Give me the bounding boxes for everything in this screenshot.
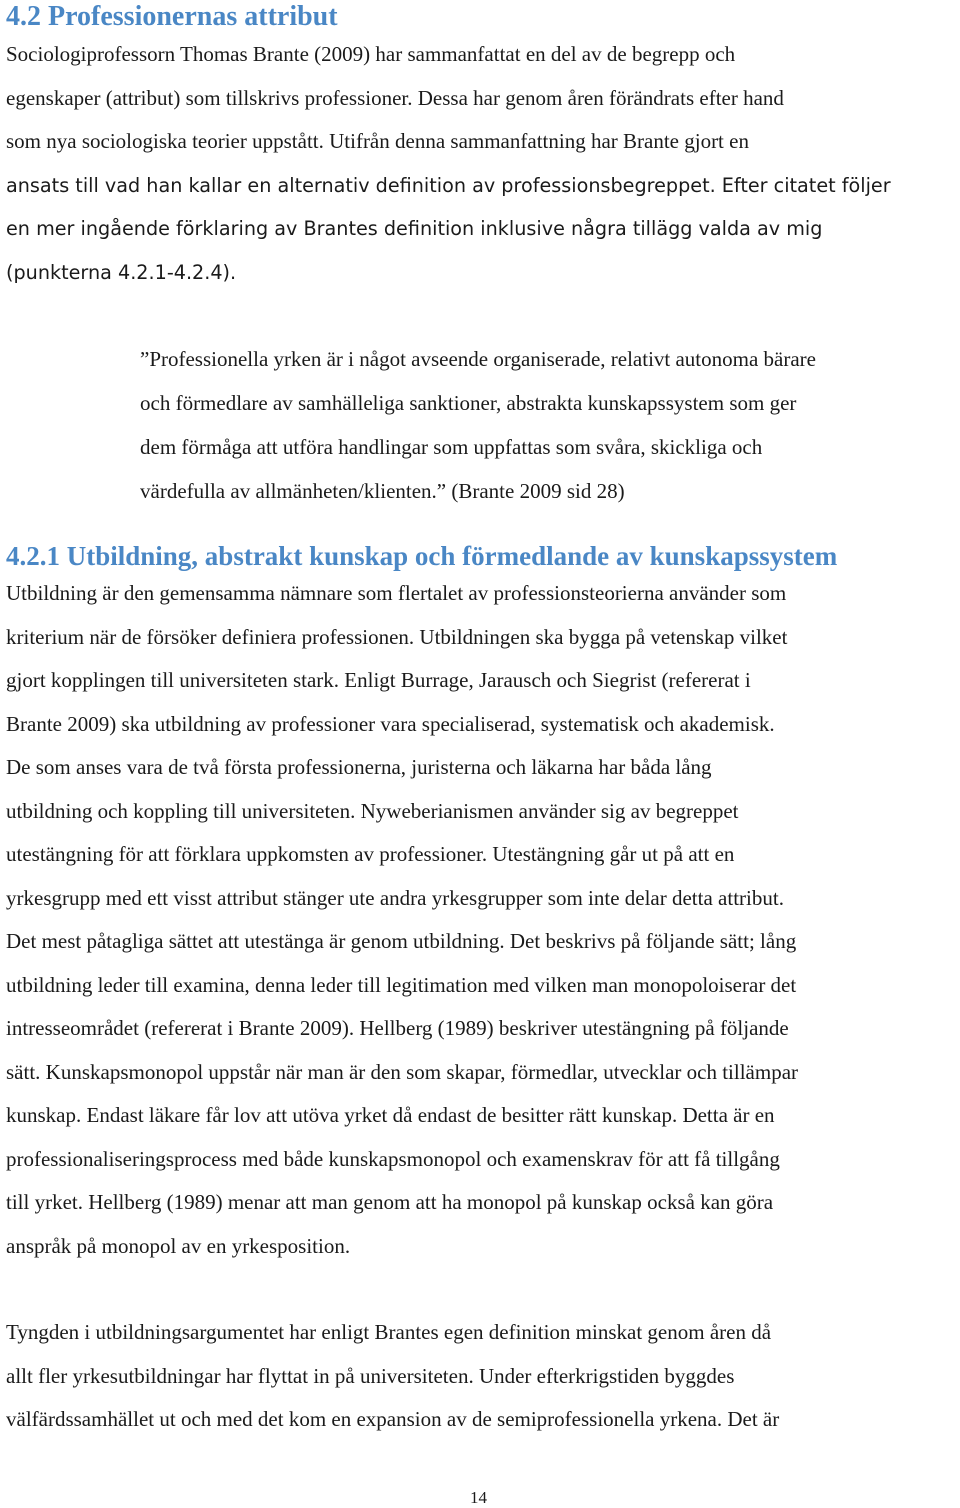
block-quote: [140, 337, 950, 513]
quote-line: dem förmåga att utföra handlingar som uppfattas som svåra, skickliga och: [140, 435, 763, 459]
paragraph-line: utbildning leder till examina, denna leder till legitimation med vilken man monopoloiserar det: [6, 972, 797, 997]
paragraph-line: välfärdssamhället ut och med det kom en expansion av de semiprofessionella yrkena. Det är: [6, 1407, 780, 1431]
paragraph-line: Brante 2009) ska utbildning av professioner vara specialiserad, systematisk och akademisk.: [6, 711, 775, 736]
intro-line: en mer ingående förklaring av Brantes definition inklusive några tillägg valda av mig: [6, 217, 823, 240]
intro-line: Sociologiprofessorn Thomas Brante (2009) har sammanfattat en del av de begrepp och: [6, 42, 736, 66]
paragraph-line: intresseområdet (refererat i Brante 2009). Hellberg (1989) beskriver utestängning på följande: [6, 1016, 789, 1040]
paragraph-line: till yrket. Hellberg (1989) menar att man genom att ha monopol på kunskap också kan göra: [6, 1190, 774, 1214]
paragraph-line: professionaliseringsprocess med både kunskapsmonopol och examenskrav för att få tillgång: [6, 1146, 780, 1171]
intro-line: ansats till vad han kallar en alternativ definition av professionsbegreppet. Efter citatet följer: [6, 173, 891, 197]
paragraph-line: utestängning för att förklara uppkomsten av professioner. Utestängning går ut på att en: [6, 842, 735, 866]
quote-line: värdefulla av allmänheten/klienten.” (Brante 2009 sid 28): [140, 479, 625, 503]
subsection-heading: 4.2.1 Utbildning, abstrakt kunskap och förmedlande av kunskapssystem: [6, 541, 838, 571]
paragraph-line: kriterium när de försöker definiera professionen. Utbildningen ska bygga på vetenskap vilket: [6, 624, 788, 649]
paragraph-line: Det mest påtagliga sättet att utestänga är genom utbildning. Det beskrivs på följande sätt; lång: [6, 929, 797, 953]
paragraph-line: De som anses vara de två första professionerna, juristerna och läkarna har båda lång: [6, 755, 712, 779]
section-heading: 4.2 Professionernas attribut: [6, 1, 338, 32]
intro-paragraph: [6, 33, 946, 294]
intro-line: som nya sociologiska teorier uppstått. Utifrån denna sammanfattning har Brante gjort en: [6, 129, 749, 153]
paragraph-line: yrkesgrupp med ett visst attribut stänger ute andra yrkesgrupper som inte delar detta attribut.: [6, 885, 784, 910]
page-number: 14: [470, 1488, 487, 1507]
paragraph-line: Tyngden i utbildningsargumentet har enligt Brantes egen definition minskat genom åren då: [6, 1320, 772, 1344]
paragraph-line: Utbildning är den gemensamma nämnare som flertalet av professionsteorierna använder som: [6, 581, 787, 605]
paragraph-line: kunskap. Endast läkare får lov att utöva yrket då endast de besitter rätt kunskap. Detta är en: [6, 1103, 775, 1127]
paragraph-line: gjort kopplingen till universiteten stark. Enligt Burrage, Jarausch och Siegrist (refererat i: [6, 668, 751, 692]
body-paragraph-2: [6, 1311, 946, 1442]
paragraph-line: anspråk på monopol av en yrkesposition.: [6, 1233, 351, 1258]
quote-line: ”Professionella yrken är i något avseende organiserade, relativt autonoma bärare: [140, 347, 816, 371]
paragraph-line: sätt. Kunskapsmonopol uppstår när man är den som skapar, förmedlar, utvecklar och tillämpar: [6, 1059, 799, 1084]
paragraph-line: allt fler yrkesutbildningar har flyttat in på universiteten. Under efterkrigstiden byggdes: [6, 1363, 735, 1388]
paragraph-line: utbildning och koppling till universiteten. Nyweberianismen använder sig av begreppet: [6, 798, 739, 823]
quote-line: och förmedlare av samhälleliga sanktioner, abstrakta kunskapssystem som ger: [140, 391, 797, 415]
intro-line: (punkterna 4.2.1-4.2.4).: [6, 260, 237, 284]
body-paragraph-1: [6, 572, 946, 1268]
intro-line: egenskaper (attribut) som tillskrivs professioner. Dessa har genom åren förändrats efter hand: [6, 85, 784, 110]
